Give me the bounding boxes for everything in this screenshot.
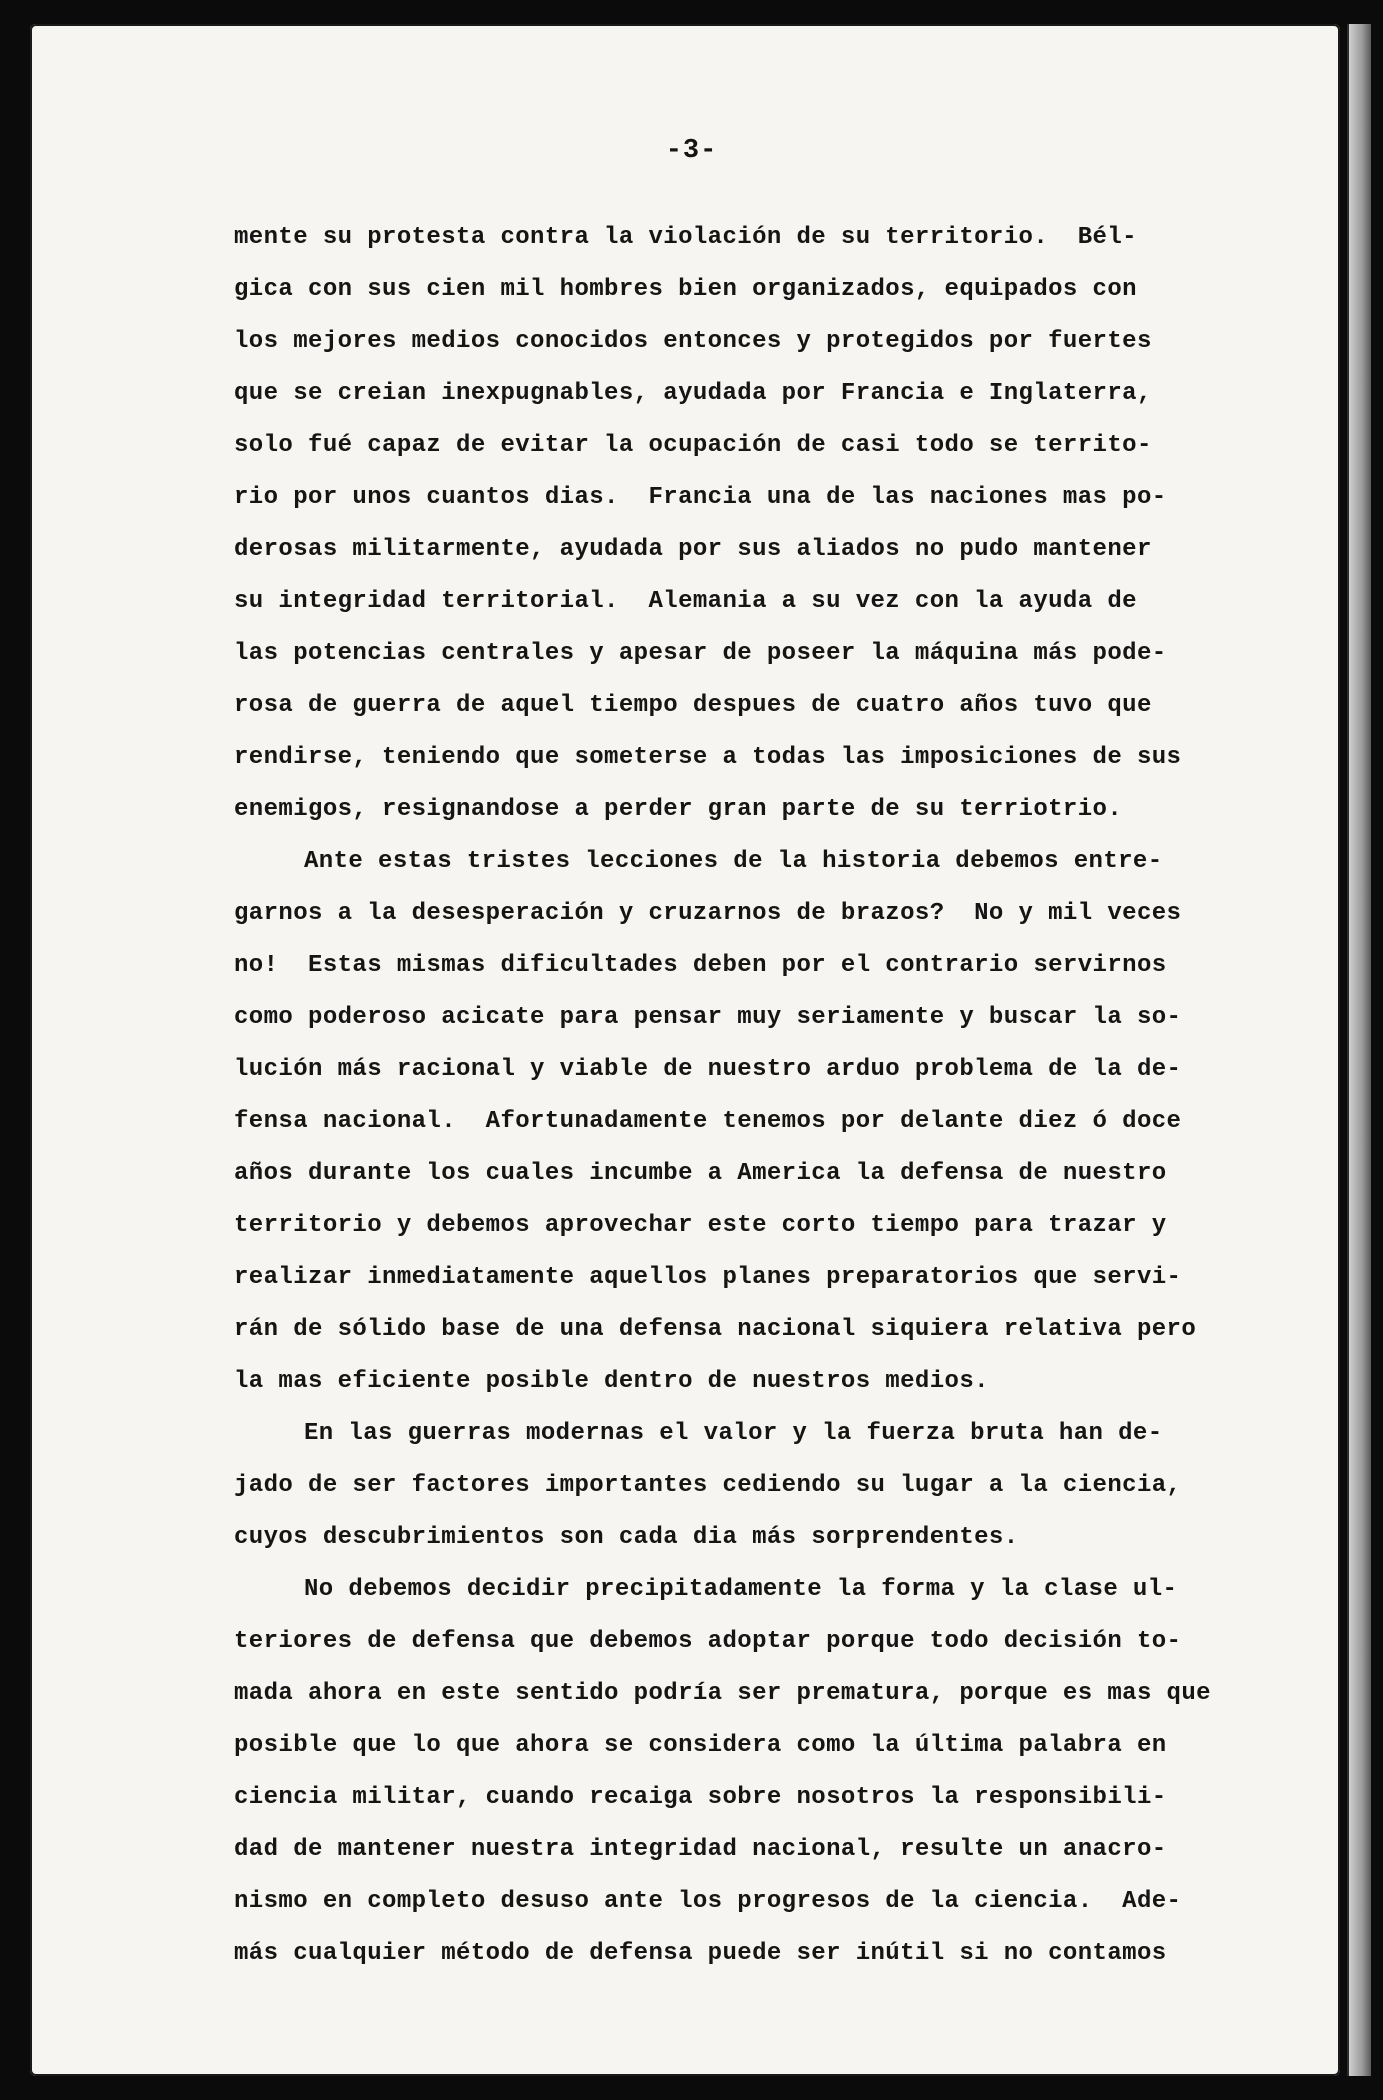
text-line: fensa nacional. Afortunadamente tenemos por delante diez ó doce bbox=[234, 1108, 1182, 1135]
text-line: la mas eficiente posible dentro de nuestros medios. bbox=[234, 1368, 989, 1395]
text-line: rio por unos cuantos dias. Francia una de las naciones mas po- bbox=[234, 484, 1167, 511]
paragraph-start-line: En las guerras modernas el valor y la fuerza bruta han de- bbox=[304, 1420, 1163, 1447]
page-edge-shadow bbox=[1347, 24, 1371, 2076]
text-line: realizar inmediatamente aquellos planes preparatorios que servi- bbox=[234, 1264, 1182, 1291]
paragraph-start-line: No debemos decidir precipitadamente la forma y la clase ul- bbox=[304, 1576, 1178, 1603]
text-line: garnos a la desesperación y cruzarnos de brazos? No y mil veces bbox=[234, 900, 1182, 927]
text-line: rán de sólido base de una defensa nacional siquiera relativa pero bbox=[234, 1316, 1197, 1343]
text-line: no! Estas mismas dificultades deben por el contrario servirnos bbox=[234, 952, 1167, 979]
text-line: su integridad territorial. Alemania a su vez con la ayuda de bbox=[234, 588, 1137, 615]
text-line: rendirse, teniendo que someterse a todas las imposiciones de sus bbox=[234, 744, 1182, 771]
text-line: las potencias centrales y apesar de poseer la máquina más pode- bbox=[234, 640, 1167, 667]
text-line: dad de mantener nuestra integridad nacional, resulte un anacro- bbox=[234, 1836, 1167, 1863]
text-line: lución más racional y viable de nuestro arduo problema de la de- bbox=[234, 1056, 1182, 1083]
body-text bbox=[234, 212, 1264, 1980]
text-line: solo fué capaz de evitar la ocupación de casi todo se territo- bbox=[234, 432, 1152, 459]
text-line: años durante los cuales incumbe a America la defensa de nuestro bbox=[234, 1160, 1167, 1187]
text-line: cuyos descubrimientos son cada dia más sorprendentes. bbox=[234, 1524, 1019, 1551]
text-line: más cualquier método de defensa puede ser inútil si no contamos bbox=[234, 1940, 1167, 1967]
text-line: los mejores medios conocidos entonces y protegidos por fuertes bbox=[234, 328, 1152, 355]
paragraph-start-line: Ante estas tristes lecciones de la historia debemos entre- bbox=[304, 848, 1163, 875]
text-line: territorio y debemos aprovechar este corto tiempo para trazar y bbox=[234, 1212, 1167, 1239]
text-line: nismo en completo desuso ante los progresos de la ciencia. Ade- bbox=[234, 1888, 1182, 1915]
text-line: mada ahora en este sentido podría ser prematura, porque es mas que bbox=[234, 1680, 1211, 1707]
text-line: teriores de defensa que debemos adoptar porque todo decisión to- bbox=[234, 1628, 1182, 1655]
text-line: que se creian inexpugnables, ayudada por Francia e Inglaterra, bbox=[234, 380, 1152, 407]
text-line: enemigos, resignandose a perder gran parte de su terriotrio. bbox=[234, 796, 1123, 823]
text-line: mente su protesta contra la violación de su territorio. Bél- bbox=[234, 224, 1137, 251]
text-line: rosa de guerra de aquel tiempo despues de cuatro años tuvo que bbox=[234, 692, 1152, 719]
text-line: jado de ser factores importantes cediendo su lugar a la ciencia, bbox=[234, 1472, 1182, 1499]
text-line: gica con sus cien mil hombres bien organizados, equipados con bbox=[234, 276, 1137, 303]
text-line: posible que lo que ahora se considera como la última palabra en bbox=[234, 1732, 1167, 1759]
text-line: como poderoso acicate para pensar muy seriamente y buscar la so- bbox=[234, 1004, 1182, 1031]
page-number: -3- bbox=[665, 136, 718, 166]
text-line: ciencia militar, cuando recaiga sobre nosotros la responsibili- bbox=[234, 1784, 1167, 1811]
text-line: derosas militarmente, ayudada por sus aliados no pudo mantener bbox=[234, 536, 1152, 563]
